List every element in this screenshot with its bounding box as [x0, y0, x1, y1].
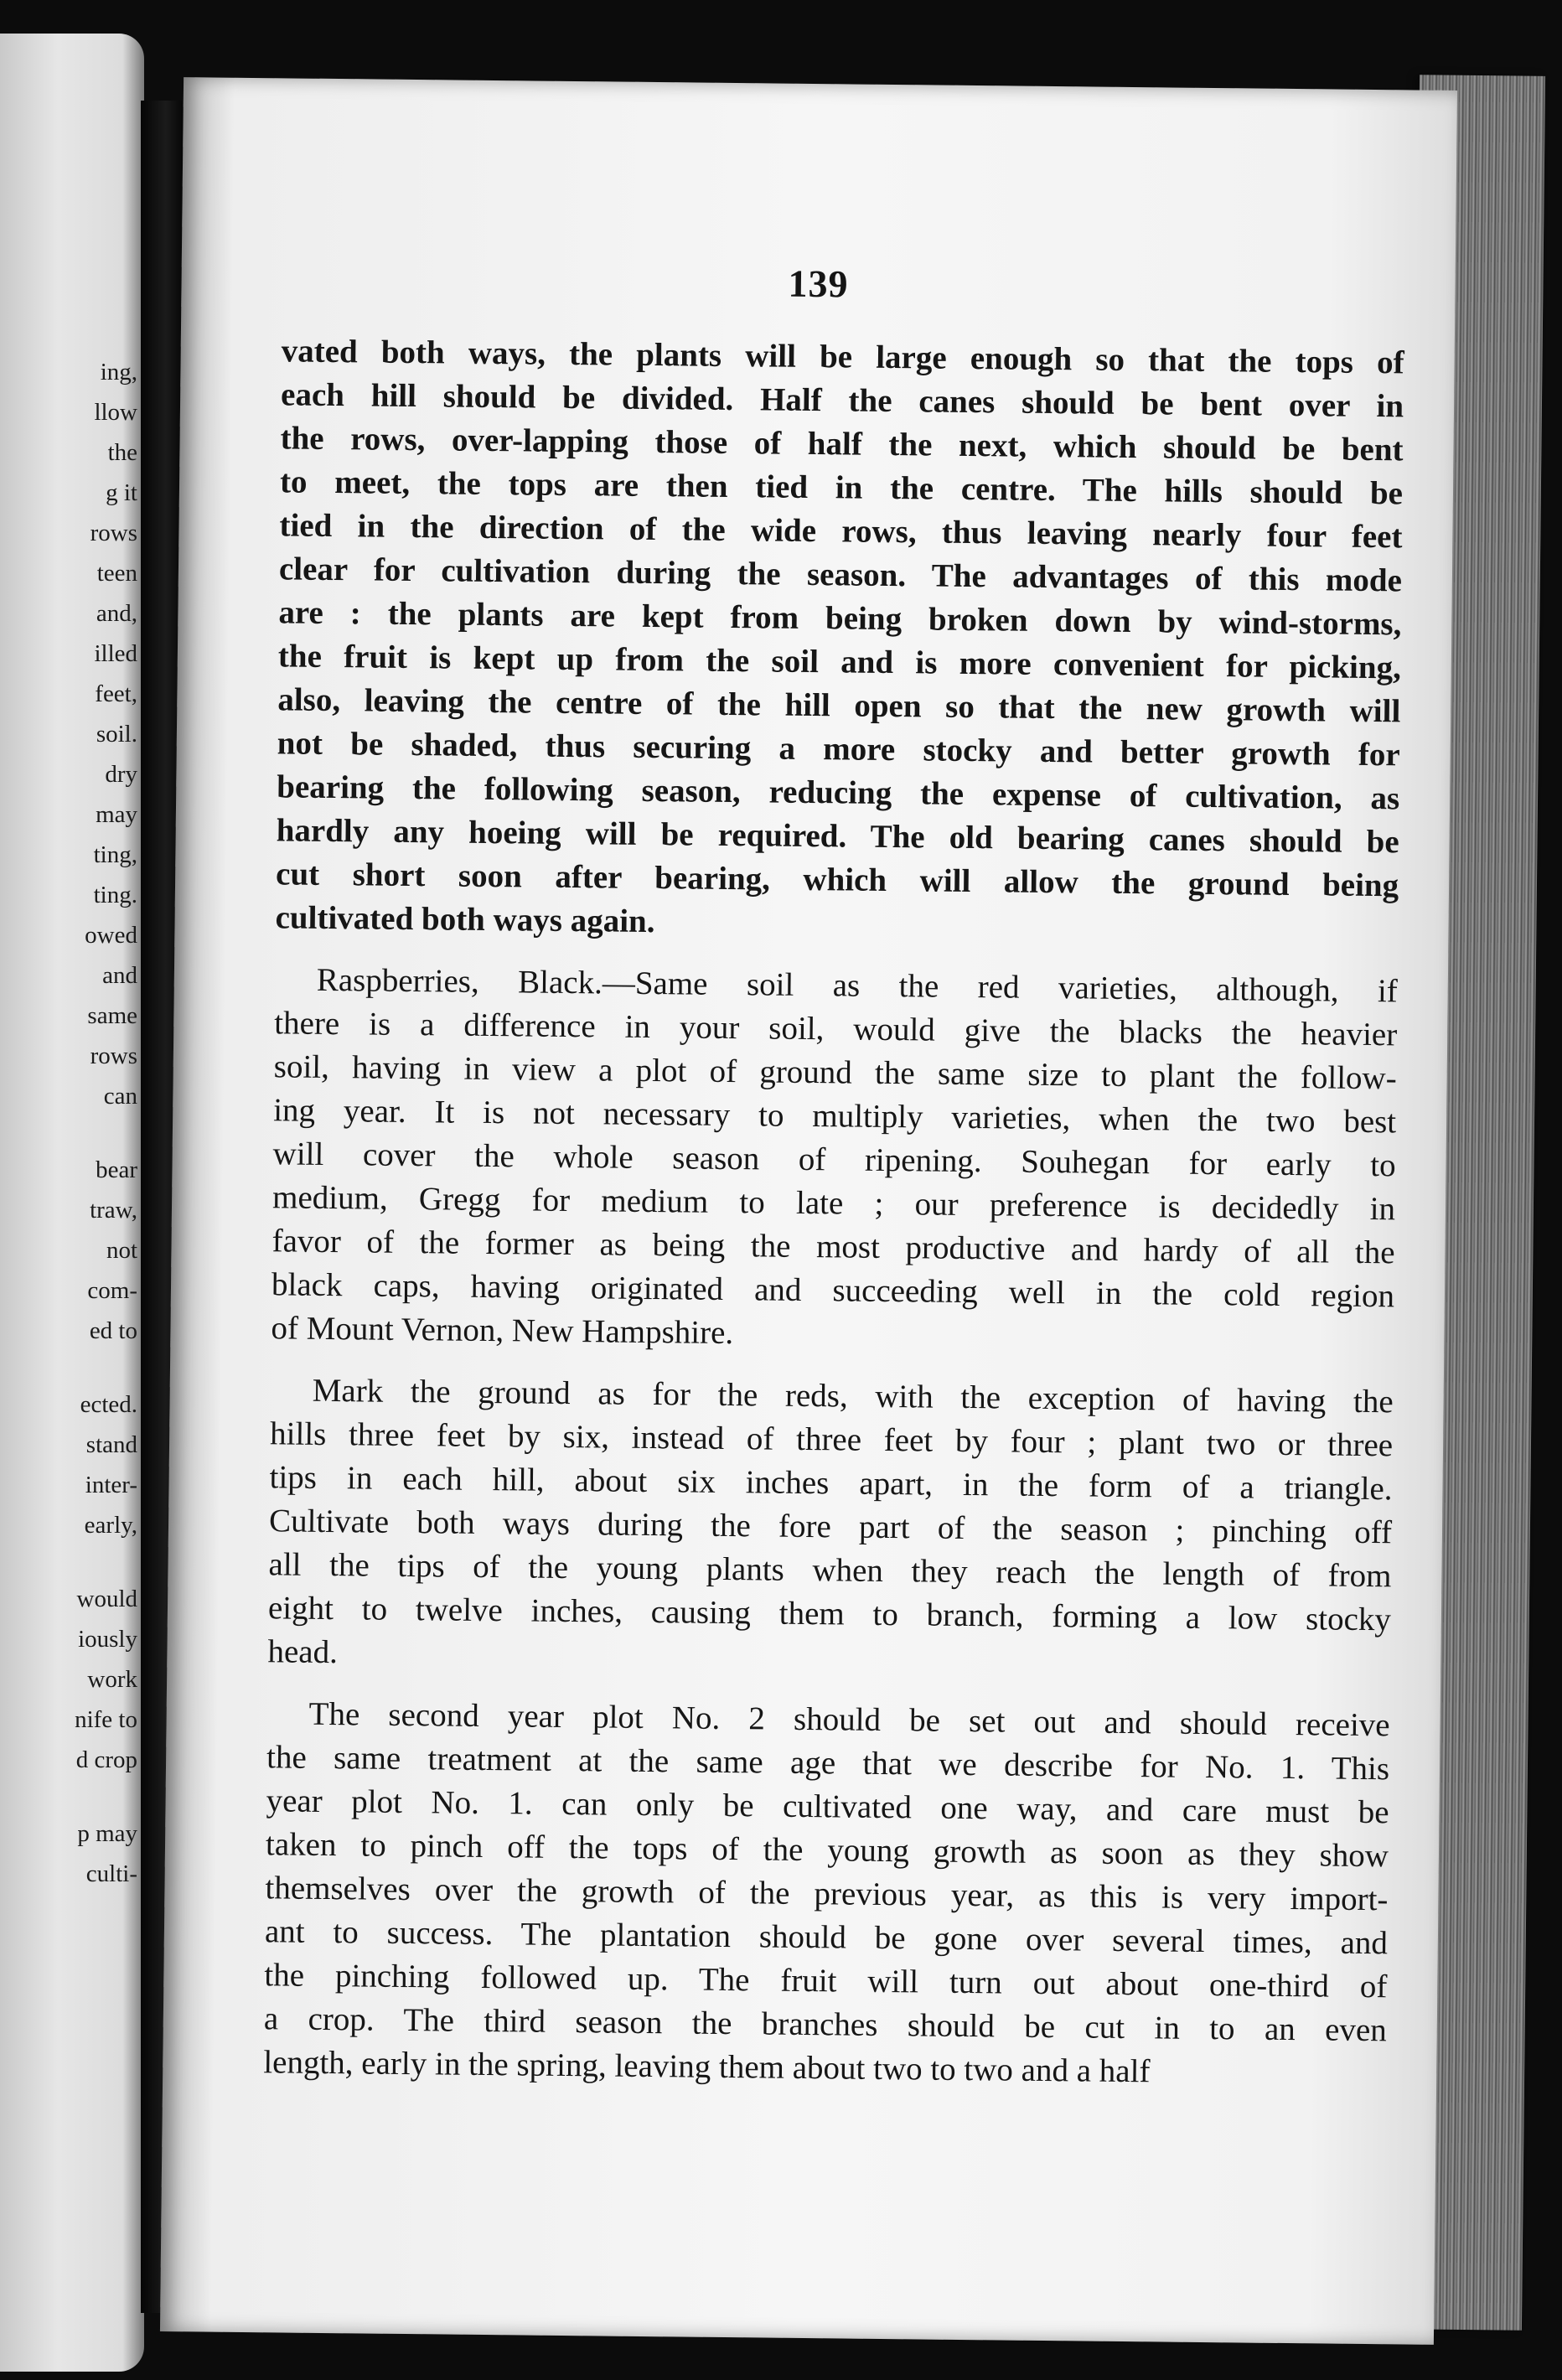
line-gap: [12, 1116, 137, 1150]
text-line: length, early in the spring, leaving them about two to two and a half: [263, 2044, 1151, 2090]
text-line: to meet, the tops are then tied in the centre. The hills should be: [279, 463, 1404, 512]
text-line: the pinching followed up. The fruit will turn out about one-third of: [264, 1957, 1388, 2005]
text-line: each hill should be divided. Half the canes should be bent over in: [280, 376, 1404, 425]
left-page-line-fragment: ing,: [100, 359, 137, 385]
left-page-line-fragment: ected.: [80, 1391, 137, 1418]
left-page-line-fragment: and,: [96, 600, 137, 627]
text-line: will cover the whole season of ripening. Souhegan for early to: [272, 1136, 1396, 1184]
left-page-line-fragment: can: [103, 1083, 137, 1110]
left-page-line-fragment: owed: [85, 922, 137, 949]
left-page-line-fragment: g it: [106, 479, 137, 506]
text-line: tips in each hill, about six inches apart, in the form of a triangle.: [269, 1459, 1393, 1508]
paragraph: [271, 958, 1398, 1362]
left-page-line-fragment: may: [96, 801, 137, 828]
left-page-text: [12, 352, 137, 1894]
line-gap: [12, 1545, 137, 1579]
line-gap: [12, 1780, 137, 1813]
text-line: also, leaving the centre of the hill open so that the new growth will: [277, 681, 1401, 730]
text-line: Mark the ground as for the reds, with the exception of having the: [312, 1372, 1394, 1420]
paragraph: [267, 1368, 1394, 1685]
text-line: ing year. It is not necessary to multiply varieties, when the two best: [272, 1092, 1397, 1141]
text-line: themselves over the growth of the previous year, as this is very import-: [265, 1870, 1389, 1918]
text-line: there is a difference in your soil, would give the blacks the heavier: [274, 1005, 1398, 1053]
left-page-line-fragment: soil.: [96, 721, 137, 748]
text-line: not be shaded, thus securing a more stocky and better growth for: [277, 725, 1400, 774]
text-line: the rows, over-lapping those of half the next, which should be bent: [280, 420, 1404, 468]
text-line: of Mount Vernon, New Hampshire.: [271, 1310, 734, 1352]
left-page-line-fragment: nife to: [75, 1706, 137, 1733]
text-line: are : the plants are kept from being broken down by wind-storms,: [278, 594, 1402, 643]
left-page-line-fragment: inter-: [85, 1472, 137, 1498]
paragraph: [275, 329, 1404, 951]
text-line: clear for cultivation during the season. The advantages of this mode: [278, 551, 1403, 599]
left-page-line-fragment: ting.: [93, 882, 137, 908]
text-line: medium, Gregg for medium to late ; our preference is decidedly in: [272, 1179, 1396, 1228]
body-text: [263, 329, 1404, 2096]
text-line: hills three feet by six, instead of three feet by four ; plant two or three: [269, 1415, 1394, 1464]
left-page: [0, 34, 144, 2372]
left-page-line-fragment: the: [107, 439, 137, 466]
text-line: vated both ways, the plants will be large enough so that the tops of: [281, 333, 1404, 381]
line-gap: [12, 1351, 137, 1384]
left-page-line-fragment: early,: [84, 1512, 137, 1539]
text-line: The second year plot No. 2 should be set out and should receive: [308, 1695, 1390, 1744]
text-line: tied in the direction of the wide rows, thus leaving nearly four feet: [279, 507, 1403, 556]
text-line: a crop. The third season the branches should be cut in to an even: [263, 2000, 1388, 2049]
left-page-line-fragment: traw,: [90, 1197, 137, 1224]
left-page-line-fragment: ting,: [93, 841, 137, 868]
text-line: the same treatment at the same age that we describe for No. 1. This: [266, 1739, 1390, 1788]
right-page: [160, 77, 1457, 2345]
left-page-line-fragment: work: [87, 1666, 137, 1693]
left-page-line-fragment: culti-: [85, 1860, 137, 1887]
left-page-line-fragment: illed: [94, 640, 137, 667]
text-line: ant to success. The plantation should be gone over several times, and: [264, 1913, 1389, 1962]
left-page-line-fragment: and: [102, 962, 137, 989]
text-line: head.: [267, 1633, 339, 1671]
left-page-line-fragment: feet,: [95, 680, 137, 707]
text-line: bearing the following season, reducing the expense of cultivation, as: [277, 768, 1400, 817]
text-line: cultivated both ways again.: [275, 899, 655, 940]
left-page-line-fragment: same: [87, 1002, 137, 1029]
left-page-line-fragment: llow: [94, 399, 137, 426]
text-line: black caps, having originated and succeeding well in the cold region: [271, 1266, 1395, 1315]
left-page-line-fragment: rows: [90, 520, 137, 546]
left-page-line-fragment: stand: [85, 1431, 137, 1458]
left-page-line-fragment: ed to: [89, 1317, 137, 1344]
text-line: all the tips of the young plants when they reach the length of from: [268, 1546, 1392, 1595]
text-line: taken to pinch off the tops of the young growth as soon as they show: [265, 1826, 1389, 1875]
text-line: cut short soon after bearing, which will allow the ground being: [275, 856, 1399, 904]
left-page-line-fragment: com-: [87, 1277, 137, 1304]
left-page-line-fragment: dry: [105, 761, 137, 788]
paragraph: [263, 1692, 1390, 2096]
left-page-line-fragment: not: [106, 1237, 137, 1264]
text-line: year plot No. 1. can only be cultivated one way, and care must be: [266, 1782, 1389, 1831]
left-page-line-fragment: would: [76, 1586, 137, 1612]
left-page-line-fragment: rows: [90, 1043, 137, 1069]
text-line: eight to twelve inches, causing them to branch, forming a low stocky: [267, 1590, 1392, 1638]
left-page-line-fragment: d crop: [75, 1746, 137, 1773]
left-page-line-fragment: iously: [78, 1626, 137, 1653]
text-line: hardly any hoeing will be required. The old bearing canes should be: [276, 812, 1399, 861]
page-number: 139: [788, 261, 849, 306]
text-line: the fruit is kept up from the soil and is more convenient for picking,: [277, 638, 1402, 686]
text-line: soil, having in view a plot of ground the same size to plant the follow-: [273, 1048, 1397, 1097]
text-line: Raspberries, Black.—Same soil as the red varieties, although, if: [316, 961, 1399, 1010]
left-page-line-fragment: teen: [96, 560, 137, 587]
left-page-line-fragment: p may: [77, 1820, 137, 1847]
text-line: favor of the former as being the most productive and hardy of all the: [272, 1223, 1395, 1271]
left-page-line-fragment: bear: [96, 1156, 137, 1183]
text-line: Cultivate both ways during the fore part of the season ; pinching off: [268, 1503, 1393, 1551]
